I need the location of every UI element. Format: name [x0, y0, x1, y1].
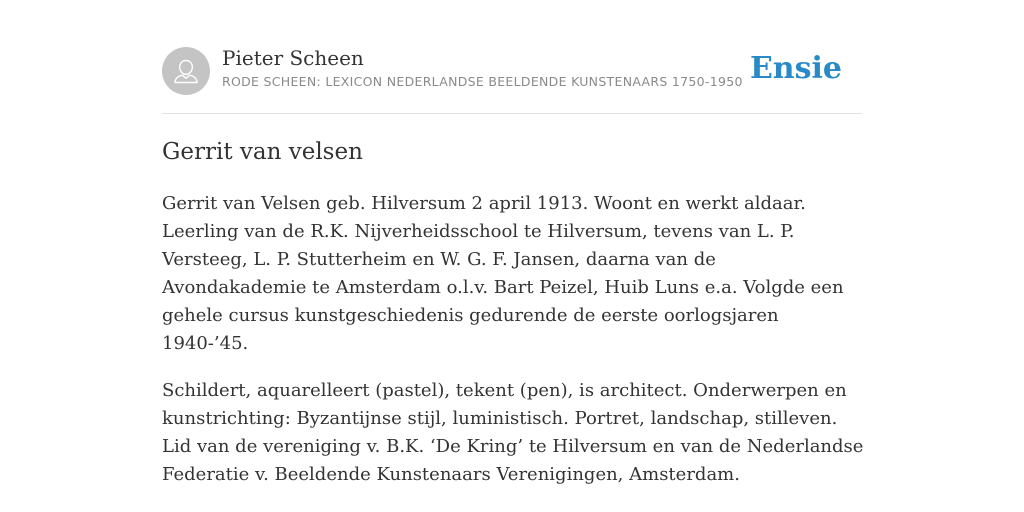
entry-paragraph: Gerrit van Velsen geb. Hilversum 2 april 1913. Woont en werkt aldaar. Leerling van de R.K. Nijverheidsschool te Hilversum, tevens van L. P. Versteeg, L. P. Stutterheim en W. G. F. Jansen, daarna van de Avondakademie te Amsterdam o.l.v. Bart Peizel, Huib Luns e.a. Volgde een gehele cursus kunstgeschiedenis gedurende de eerste oorlogsjaren 1940-’45.: [162, 193, 844, 354]
source-title[interactable]: RODE SCHEEN: LEXICON NEDERLANDSE BEELDENDE KUNSTENAARS 1750-1950: [222, 74, 743, 89]
avatar[interactable]: [162, 47, 210, 95]
author-name[interactable]: Pieter Scheen: [222, 46, 364, 70]
user-icon: [162, 47, 210, 95]
entry-body: [162, 190, 864, 508]
entry-card: [162, 0, 864, 485]
entry-title: Gerrit van velsen: [162, 139, 363, 165]
entry-paragraph: Schildert, aquarelleert (pastel), tekent (pen), is architect. Onderwerpen en kunstrichting: Byzantijnse stijl, luministisch. Portret, landschap, stilleven. Lid van de vereniging v. B.K. ‘De Kring’ te Hilversum en van de Nederlandse Federatie v. Beeldende Kunstenaars Verenigingen, Amsterdam.: [162, 380, 864, 485]
entry-header: [162, 0, 862, 114]
brand-logo[interactable]: Ensie: [749, 51, 842, 86]
